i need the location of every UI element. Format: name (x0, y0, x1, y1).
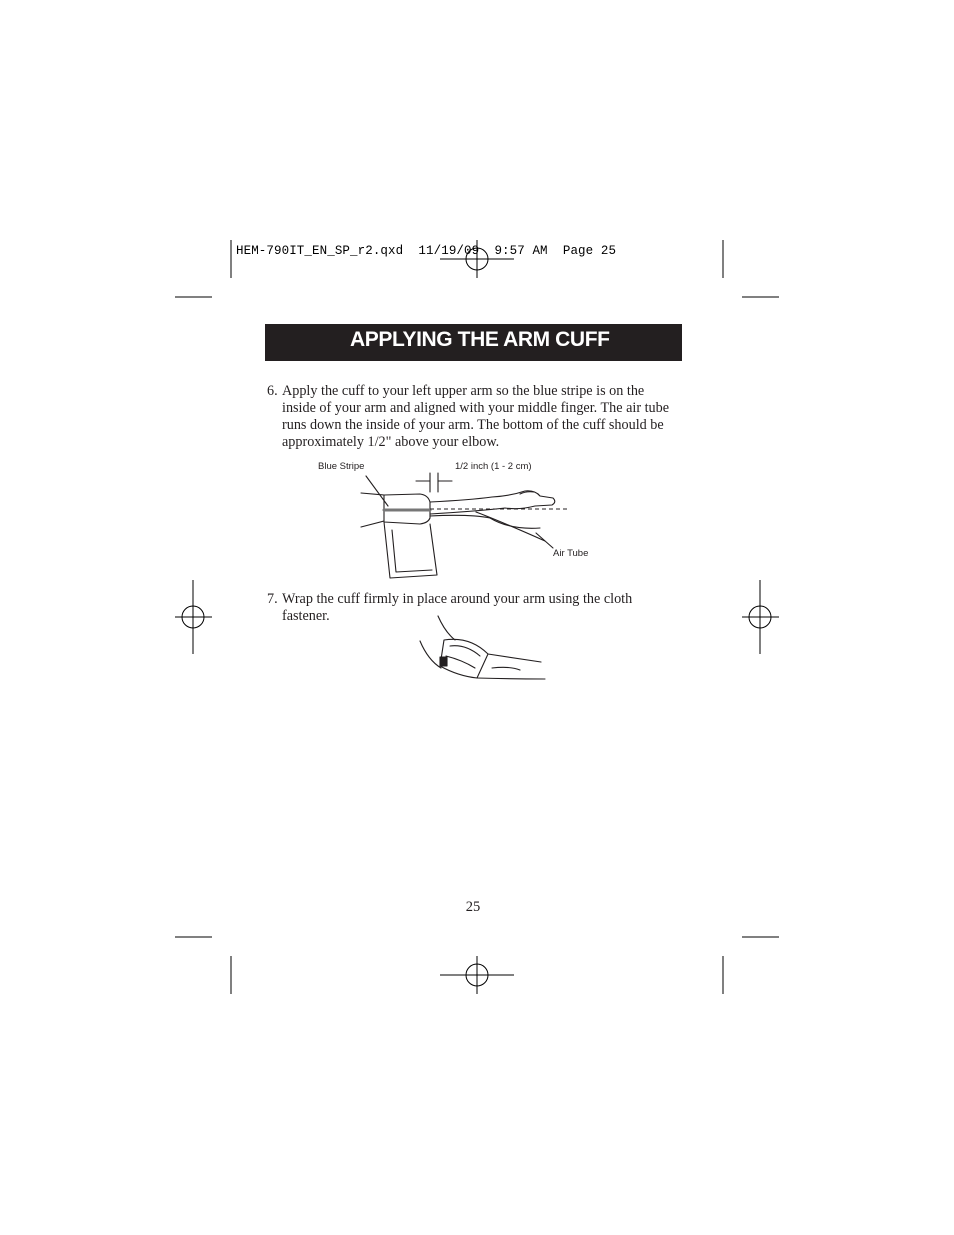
step-number: 6. (267, 383, 278, 399)
section-title: APPLYING THE ARM CUFF (350, 328, 610, 351)
step-text: Wrap the cuff firmly in place around your arm using the cloth fastener. (282, 591, 633, 624)
air-tube-label: Air Tube (553, 548, 589, 559)
page-number: 25 (465, 899, 481, 915)
blue-stripe-label: Blue Stripe (318, 461, 365, 472)
file-slug-line: HEM-790IT_EN_SP_r2.qxd 11/19/09 9:57 AM Page 25 (236, 244, 617, 258)
distance-label: 1/2 inch (1 - 2 cm) (455, 461, 532, 472)
step-number: 7. (267, 591, 278, 607)
step-text: Apply the cuff to your left upper arm so the blue stripe is on the inside of your arm and aligned with your middle finger. The air tube runs down the inside of your arm. The bottom of the cuff should be approximately 1/2" above your elbow. (282, 383, 670, 450)
